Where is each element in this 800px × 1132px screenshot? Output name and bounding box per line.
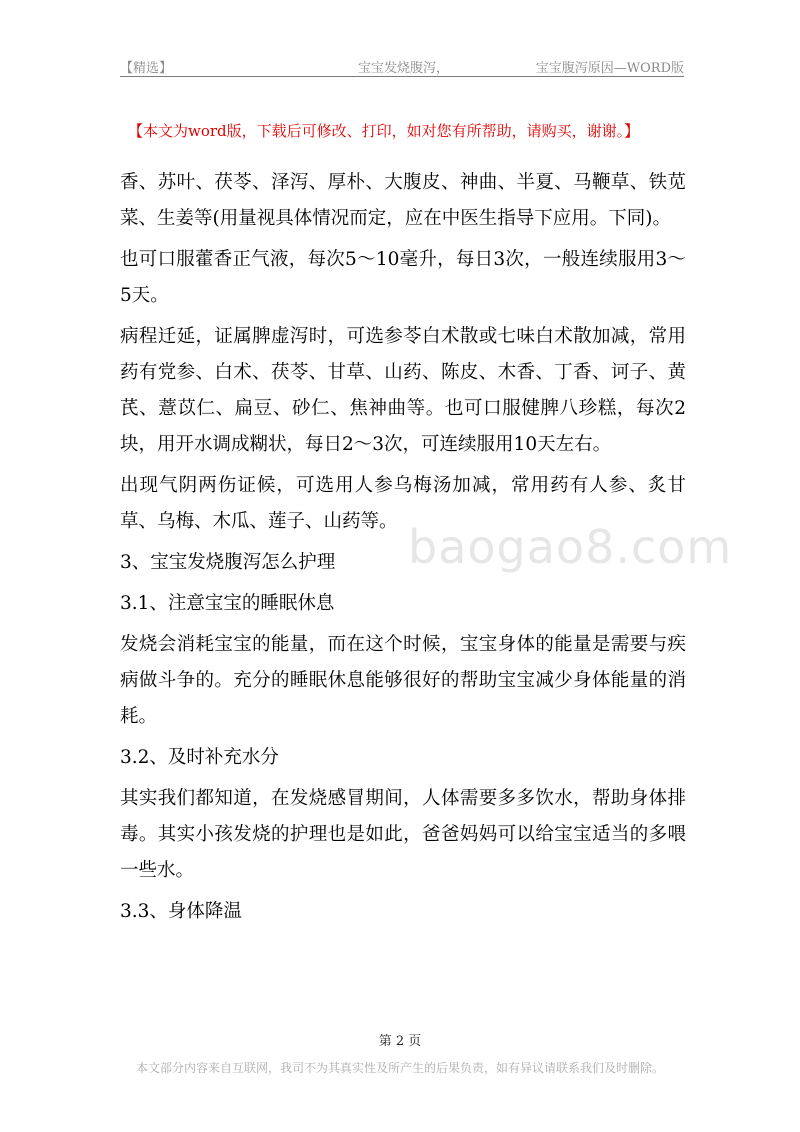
paragraph: 病程迁延，证属脾虚泻时，可选参苓白术散或七味白术散加减，常用药有党参、白术、茯苓、甘草、山药、陈皮、木香、丁香、诃子、黄芪、薏苡仁、扁豆、砂仁、焦神曲等。也可口服健脾八珍糕，每次2块，用开水调成糊状，每日2～3次，可连续服用10天左右。 bbox=[120, 326, 686, 455]
header-left-text: 【精选】 bbox=[120, 61, 173, 76]
header-center-text: 宝宝发烧腹泻， bbox=[358, 61, 450, 76]
subsection-heading: 3.1、注意宝宝的睡眠休息 bbox=[120, 593, 335, 614]
subsection-heading: 3.2、及时补充水分 bbox=[120, 747, 279, 768]
page-number: 第 2 页 bbox=[378, 1034, 422, 1049]
paragraph: 香、苏叶、茯苓、泽泻、厚朴、大腹皮、神曲、半夏、马鞭草、铁苋菜、生姜等(用量视具体情况而定，应在中医生指导下应用。下同)。 bbox=[120, 172, 686, 229]
page-header bbox=[120, 52, 684, 77]
paragraph: 出现气阴两伤证候，可选用人参乌梅汤加减，常用药有人参、炙甘草、乌梅、木瓜、莲子、山药等。 bbox=[120, 475, 686, 532]
purchase-notice: 【本文为word版，下载后可修改、打印，如对您有所帮助，请购买，谢谢。】 bbox=[128, 122, 640, 140]
paragraph: 也可口服藿香正气液，每次5～10毫升，每日3次，一般连续服用3～5天。 bbox=[120, 249, 686, 306]
paragraph: 其实我们都知道，在发烧感冒期间，人体需要多多饮水，帮助身体排毒。其实小孩发烧的护理也是如此，爸爸妈妈可以给宝宝适当的多喂一些水。 bbox=[120, 788, 686, 881]
section-heading: 3、宝宝发烧腹泻怎么护理 bbox=[120, 552, 336, 573]
subsection-heading: 3.3、身体降温 bbox=[120, 901, 242, 922]
header-right-text: 宝宝腹泻原因—WORD版 bbox=[535, 61, 684, 76]
page-footer: 本文部分内容来自互联网，我司不为其真实性及所产生的后果负责，如有异议请联系我们及时删除。 bbox=[135, 1061, 664, 1075]
watermark: baogao8.com bbox=[408, 520, 733, 574]
paragraph: 发烧会消耗宝宝的能量，而在这个时候，宝宝身体的能量是需要与疾病做斗争的。充分的睡眠休息能够很好的帮助宝宝减少身体能量的消耗。 bbox=[120, 634, 686, 727]
